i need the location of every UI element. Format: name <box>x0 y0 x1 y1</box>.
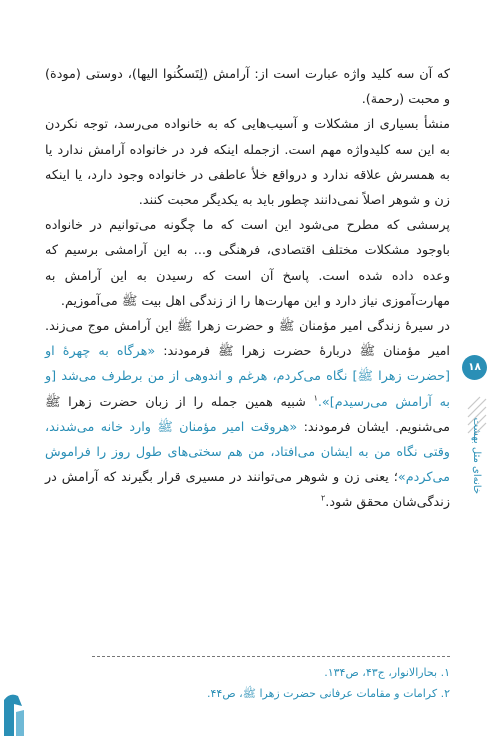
quote-after: ؛ یعنی زن و شوهر می‌توانند در مسیری قرار بگیرند که آرامش در زندگی‌شان محقق شود. <box>45 470 450 511</box>
quote-middle: شبیه همین جمله را از زبان حضرت زهرا ﷺ می‌شنویم. ایشان فرمودند: <box>45 394 450 435</box>
footnotes <box>92 662 450 704</box>
footnote-ref-2: ۲ <box>320 494 326 504</box>
quote-1: «هرگاه به چهرهٔ او [حضرت زهرا ﷺ] نگاه می‌کردم، هرغم و اندوهی از من برطرف می‌شد [و به آرامش می‌رسیدم]». <box>45 344 450 410</box>
paragraph-3: پرسشی که مطرح می‌شود این است که ما چگونه می‌توانیم در خانواده باوجود مشکلات مختلف اقتصادی، فرهنگی و... به این آرامشی برسیم که وعده داده شده است. پاسخ آن است که رسیدن به این آرامش به مهارت‌آموزی نیاز دارد و این مهارت‌ها را از زندگی اهل بیت ﷺ می‌آموزیم. <box>45 218 450 309</box>
publisher-logo-icon <box>0 690 26 738</box>
paragraph-2: منشأ بسیاری از مشکلات و آسیب‌هایی که به خانواده می‌رسد، توجه نکردن به این سه کلیدواژه مهم است. ازجمله اینکه فرد در خانواده آرامش ندارد یا به همسرش علاقه ندارد و درواقع خلأ عاطفی در خانواده وجود دارد، یا اینکه زن و شوهر اصلاً نمی‌دانند چطور باید به یکدیگر محبت کنند. <box>45 117 450 209</box>
quote-intro: در سیرهٔ زندگی امیر مؤمنان ﷺ و حضرت زهرا ﷺ این آرامش موج می‌زند. امیر مؤمنان ﷺ دربارهٔ حضرت زهرا ﷺ فرمودند: <box>45 319 450 360</box>
footnote-1: ۱. بحارالانوار، ج۴۳، ص۱۳۴. <box>324 666 450 679</box>
paragraph-1: که آن سه کلید واژه عبارت است از: آرامش (لِتَسکُنوا الیها)، دوستی (مودة) و محبت (رحمة). <box>45 67 450 108</box>
footnote-divider <box>92 656 450 657</box>
quote-2: «هروقت امیر مؤمنان ﷺ وارد خانه می‌شدند، وقتی نگاه من به ایشان می‌افتاد، من هم سختی‌های طول روز را فراموش می‌کردم» <box>45 419 450 486</box>
page-number-badge: ۱۸ <box>462 355 487 380</box>
footnote-ref-1: ۱ <box>313 393 318 403</box>
running-title: خانه‌ای مثل بهشت <box>471 417 482 494</box>
body-text <box>45 62 450 516</box>
paragraph-4 <box>45 314 450 516</box>
footnote-2: ۲. کرامات و مقامات عرفانی حضرت زهرا ﷺ، ص۴۴. <box>206 687 450 700</box>
